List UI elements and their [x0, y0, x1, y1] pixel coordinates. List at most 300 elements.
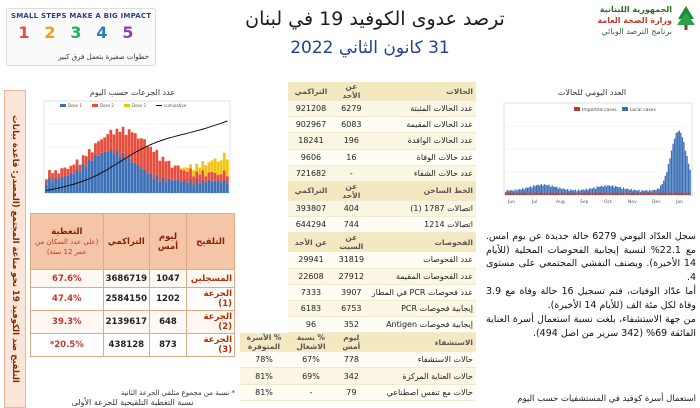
doses-bar [149, 172, 152, 193]
imported-bar [663, 193, 664, 195]
imported-bar [579, 193, 580, 195]
imported-bar [671, 193, 672, 195]
doses-bar [131, 163, 134, 193]
doses-bar [204, 182, 207, 193]
doses-bar [198, 184, 201, 193]
row-label: عدد الفحوصات [369, 252, 476, 268]
doses-bar [220, 182, 223, 193]
row-value: 81% [240, 368, 288, 384]
row-value: 404 [334, 200, 369, 216]
doses-bar [73, 165, 76, 174]
row-value: 16 [334, 149, 369, 165]
section-header-row [240, 233, 476, 252]
doses-bar [60, 168, 63, 177]
row-label: عدد حالات الوفاة [369, 149, 476, 165]
doses-bar [88, 159, 91, 193]
imported-bar [634, 193, 635, 195]
row-label: عدد الحالات الوافدة [369, 133, 476, 149]
imported-bar [581, 194, 582, 195]
doses-bar [211, 172, 214, 181]
cedar-icon [676, 5, 696, 31]
doses-bar [223, 170, 226, 179]
imported-bar [655, 193, 656, 195]
cases-bar [538, 185, 539, 195]
imported-bar [519, 193, 520, 195]
daily-cases-chart-svg [488, 97, 696, 215]
imported-bar [534, 193, 535, 195]
imported-bar [652, 193, 653, 195]
row-coverage: 67.6% [31, 270, 104, 288]
imported-bar [674, 193, 675, 195]
header-coverage-note: (على عدد السكان من عمر 12 سنة) [35, 237, 99, 256]
doses-bar [198, 168, 201, 175]
doses-bar [137, 166, 140, 193]
imported-bar [689, 194, 690, 195]
imported-bar [575, 193, 576, 195]
section-title: الفحوصات [369, 233, 476, 252]
doses-bar [82, 155, 85, 164]
section-title: الاستشفاء [369, 333, 476, 352]
imported-bar [547, 193, 548, 195]
doses-bar [109, 150, 112, 193]
row-coverage: 20.5%* [31, 334, 104, 357]
doses-bar [162, 177, 165, 193]
vertical-title-text: التلقيح ضد الكوفيد 19 نحو مناعة المجتمع (المصدر: قاعدة بيانات [10, 115, 20, 383]
doses-bar [223, 153, 226, 171]
x-tick-label: Jul [532, 200, 538, 205]
doses-bar [152, 152, 155, 178]
cases-bar [669, 158, 670, 195]
doses-bar [143, 139, 146, 169]
imported-bar [632, 193, 633, 195]
doses-bar [146, 146, 149, 173]
imported-bar [592, 194, 593, 195]
cases-bar [662, 184, 663, 195]
cases-bar [686, 156, 687, 195]
imported-bar [646, 194, 647, 195]
doses-bar [152, 178, 155, 193]
row-value: 29941 [288, 252, 334, 268]
x-tick-label: Nov [628, 200, 637, 205]
doses-bar [214, 173, 217, 181]
doses-bar [51, 173, 54, 182]
cases-table [240, 82, 476, 401]
doses-bar [128, 129, 131, 157]
imported-bar [541, 193, 542, 195]
cases-bar [680, 133, 681, 195]
cases-bar [607, 185, 608, 195]
vertical-section-title [4, 90, 26, 408]
doses-bar [106, 134, 109, 152]
imported-bar [556, 193, 557, 195]
cases-bar [666, 172, 667, 195]
imported-bar [618, 194, 619, 195]
imported-bar [528, 193, 529, 195]
doses-bar [180, 170, 183, 182]
cases-bar [683, 142, 684, 195]
doses-bar [208, 172, 211, 180]
table-row [240, 117, 476, 133]
imported-bar [590, 193, 591, 195]
section-column-header: عن الأحد [288, 233, 334, 252]
imported-bar [508, 193, 509, 195]
imported-bar [584, 193, 585, 195]
doses-bar [211, 181, 214, 193]
doses-bar [85, 156, 88, 167]
doses-chart [30, 88, 235, 212]
row-cumulative: 438128 [103, 334, 149, 357]
imported-bar [685, 193, 686, 195]
section-title: الخط الساخن [369, 181, 476, 200]
legend-dose2: Dose 2 [100, 103, 114, 108]
imported-bar [631, 193, 632, 195]
doses-bar [189, 179, 192, 193]
doses-bar [155, 175, 158, 193]
logo-line-3: برنامج الترصد الوبائي [601, 27, 672, 36]
row-value: 342 [334, 368, 369, 384]
imported-bar [562, 193, 563, 195]
row-label: عدد الفحوصات المقيمة [369, 268, 476, 284]
doses-bar [208, 180, 211, 193]
doses-bar [57, 180, 60, 193]
row-value: 721682 [288, 165, 334, 181]
header-coverage-label: التغطية [51, 226, 83, 237]
doses-bar [183, 171, 186, 180]
cases-bar [663, 181, 664, 195]
cases-bar [674, 139, 675, 195]
doses-bar [168, 178, 171, 193]
doses-bar [88, 149, 91, 159]
doses-bar [103, 137, 106, 151]
imported-bar [527, 194, 528, 195]
doses-bar [155, 150, 158, 175]
doses-bar [125, 159, 128, 193]
coverage-map-title: نسبة التغطية التلقيحية للجرعة الأولى [71, 398, 194, 407]
imported-bar [598, 193, 599, 195]
imported-bar [538, 194, 539, 195]
imported-bar [589, 193, 590, 195]
imported-bar [657, 194, 658, 195]
doses-bar [177, 180, 180, 193]
imported-bar [624, 194, 625, 195]
cases-bar [676, 133, 677, 195]
imported-bar [507, 193, 508, 195]
row-coverage: 39.3% [31, 311, 104, 334]
doses-bar [204, 176, 207, 182]
vaccination-header-row [31, 214, 235, 270]
doses-bar [192, 176, 195, 184]
imported-bar [643, 193, 644, 195]
doses-bar [201, 170, 204, 179]
imported-bar [680, 193, 681, 195]
table-row [240, 149, 476, 165]
imported-bar [679, 194, 680, 195]
doses-bar [214, 158, 217, 172]
doses-bar [48, 178, 51, 193]
imported-bar [516, 194, 517, 195]
doses-bar [66, 169, 69, 176]
row-label: حالات العناية المركزة [369, 368, 476, 384]
imported-bar [531, 193, 532, 195]
imported-bar [583, 193, 584, 195]
imported-bar [666, 193, 667, 195]
imported-bar [578, 193, 579, 195]
section-column-header: عن الأحد [334, 82, 369, 101]
doses-bar [131, 132, 134, 162]
imported-bar [615, 193, 616, 195]
x-tick-label: Dec [652, 200, 661, 205]
imported-bar [610, 193, 611, 195]
row-coverage: 47.4% [31, 288, 104, 311]
row-label: عدد حالات الشفاء [369, 165, 476, 181]
doses-bar [165, 181, 168, 193]
imported-bar [539, 193, 540, 195]
logo-line-2: وزارة الصحة العامة [597, 16, 672, 25]
imported-bar [595, 193, 596, 195]
row-label: الجرعة (2) [186, 311, 234, 334]
imported-bar [665, 193, 666, 195]
table-row [240, 317, 476, 333]
doses-bar [189, 164, 192, 168]
cases-bar [671, 151, 672, 195]
imported-bar [555, 193, 556, 195]
imported-bar [623, 193, 624, 195]
doses-bar [165, 161, 168, 181]
doses-bar [158, 181, 161, 193]
table-row [31, 288, 235, 311]
row-value: 921208 [288, 101, 334, 117]
row-label: عدد فحوصات PCR في المطار [369, 284, 476, 300]
imported-bar [660, 193, 661, 195]
doses-bar [76, 169, 79, 193]
table-row [240, 268, 476, 284]
imported-bar [533, 193, 534, 195]
table-row [31, 270, 235, 288]
row-value: 79 [334, 384, 369, 400]
cases-bar [688, 164, 689, 195]
imported-bar [561, 193, 562, 195]
imported-bar [662, 194, 663, 195]
campaign-digit: 5 [122, 23, 134, 42]
imported-bar [600, 193, 601, 195]
row-value: 393807 [288, 200, 334, 216]
row-cumulative: 2139617 [103, 311, 149, 334]
section-column-header: عن الأحد [334, 181, 369, 200]
doses-bar [125, 135, 128, 160]
table-row [240, 252, 476, 268]
section-header-row [240, 82, 476, 101]
imported-bar [576, 193, 577, 195]
table-row [240, 352, 476, 368]
imported-bar [550, 193, 551, 195]
cases-bar [668, 164, 669, 195]
doses-bar [168, 161, 171, 178]
doses-bar [208, 162, 211, 172]
campaign-slogan: SMALL STEPS MAKE A BIG IMPACT [11, 12, 152, 20]
row-yesterday: 873 [149, 334, 186, 357]
imported-bar [552, 193, 553, 195]
doses-bar [140, 168, 143, 193]
legend-dose3: Dose 3 [132, 103, 146, 108]
row-label: إيجابية فحوصات Antigen [369, 317, 476, 333]
imported-bar [510, 193, 511, 195]
doses-bar [116, 129, 119, 150]
doses-bar [186, 183, 189, 193]
row-value: 78% [240, 352, 288, 368]
doses-bar [70, 166, 73, 173]
doses-bar [186, 172, 189, 183]
imported-bar [640, 194, 641, 195]
cases-bar [679, 130, 680, 195]
row-value: 69% [288, 368, 334, 384]
row-value: 744 [334, 217, 369, 233]
imported-bar [645, 193, 646, 195]
header-cumulative: التراكمي [103, 214, 149, 270]
doses-bar [223, 179, 226, 193]
imported-bar [514, 193, 515, 195]
row-label: عدد الحالات المقيمة [369, 117, 476, 133]
imported-bar [648, 193, 649, 195]
cases-bar [689, 170, 690, 195]
row-value: 6753 [334, 300, 369, 316]
doses-bar [220, 160, 223, 174]
doses-bar [149, 147, 152, 173]
imported-bar [612, 193, 613, 195]
doses-bar [134, 133, 137, 162]
doses-bar [171, 168, 174, 181]
summary-text [486, 230, 696, 341]
doses-bar [174, 166, 177, 180]
row-label: إيجابية فحوصات PCR [369, 300, 476, 316]
header-yesterday: ليوم أمس [149, 214, 186, 270]
table-row [240, 368, 476, 384]
row-value: 27912 [334, 268, 369, 284]
doses-bar [79, 165, 82, 172]
doses-bar [66, 176, 69, 193]
section-column-header: ليوم أمس [334, 333, 369, 352]
doses-bar [60, 177, 63, 193]
doses-bar [214, 181, 217, 193]
row-value: 3907 [334, 284, 369, 300]
campaign-digit: 1 [18, 23, 30, 42]
table-row [31, 334, 235, 357]
table-row [31, 311, 235, 334]
doses-bar [45, 179, 48, 184]
row-value: 67% [288, 352, 334, 368]
row-label: المسجلين [186, 270, 234, 288]
table-row [240, 284, 476, 300]
logo-line-1: الجمهورية اللبنانية [599, 5, 672, 14]
row-value: 778 [334, 352, 369, 368]
row-label: حالات مع تنفس اصطناعي [369, 384, 476, 400]
header-type: التلقيح [186, 214, 234, 270]
table-row [240, 165, 476, 181]
doses-bar [54, 178, 57, 193]
doses-bar [116, 150, 119, 193]
imported-bar [649, 193, 650, 195]
row-value: 96 [288, 317, 334, 333]
imported-bar [669, 193, 670, 195]
doses-bar [158, 161, 161, 182]
imported-bar [544, 193, 545, 195]
imported-bar [672, 194, 673, 195]
legend-imported: Imported cases [582, 108, 617, 113]
imported-bar [682, 193, 683, 195]
doses-bar [180, 168, 183, 170]
imported-bar [559, 194, 560, 195]
imported-bar [569, 193, 570, 195]
doses-bar [100, 139, 103, 153]
cases-bar [677, 132, 678, 195]
row-value: 18241 [288, 133, 334, 149]
doses-bar [204, 165, 207, 176]
imported-bar [601, 193, 602, 195]
imported-bar [627, 193, 628, 195]
doses-bar [183, 179, 186, 193]
cases-bar [548, 185, 549, 195]
x-tick-label: Aug [556, 200, 565, 205]
imported-bar [621, 193, 622, 195]
row-yesterday: 1047 [149, 270, 186, 288]
imported-bar [522, 193, 523, 195]
doses-bar [183, 167, 186, 170]
cases-bar [665, 176, 666, 195]
cases-bar [685, 151, 686, 195]
hospital-chart-title: استعمال أسرة كوفيد في المستشفيات حسب اليوم [517, 394, 696, 404]
doses-bar [174, 180, 177, 193]
doses-bar [63, 176, 66, 193]
doses-bar [217, 180, 220, 193]
doses-bar [51, 182, 54, 193]
page-title: ترصد عدوى الكوفيد 19 في لبنان [245, 8, 505, 30]
doses-bar [57, 174, 60, 180]
doses-bar [162, 157, 165, 177]
row-value: 7333 [288, 284, 334, 300]
imported-bar [573, 193, 574, 195]
section-column-header: % الأسرة المتوفرة [240, 333, 288, 352]
doses-bar [195, 179, 198, 193]
doses-chart-svg [30, 97, 235, 209]
campaign-banner [6, 8, 156, 66]
ministry-logo [590, 3, 698, 51]
row-cumulative: 3686719 [103, 270, 149, 288]
summary-cases: سجل العدّاد اليومي 6279 حالة جديدة عن يوم امس. مع 22.1% لنسبة إيجابية الفحوصات المحلية (للأيام 14 الأخيرة). ويصنف التفشي المجتمعي على مستوى 4. [486, 231, 697, 283]
imported-bar [638, 193, 639, 195]
doses-bar [171, 181, 174, 193]
table-row [240, 101, 476, 117]
row-label: حالات الاستشفاء [369, 352, 476, 368]
imported-bar [521, 193, 522, 195]
doses-bar [220, 174, 223, 182]
row-value: 81% [240, 384, 288, 400]
page-date: 31 كانون الثاني 2022 [290, 38, 450, 58]
doses-bar [94, 143, 97, 155]
doses-bar [128, 157, 131, 193]
imported-bar [677, 193, 678, 195]
cases-bar [682, 137, 683, 195]
imported-bar [606, 193, 607, 195]
section-header-row [240, 333, 476, 352]
campaign-digit: 4 [96, 23, 108, 42]
doses-bar [192, 184, 195, 193]
row-value: 22608 [288, 268, 334, 284]
summary-deaths: أما عدّاد الوفيات، فتم تسجيل 16 حالة وفاة مع 3.9 وفاة لكل مئة الف (للأيام 14 الأخيرة). [486, 286, 696, 311]
row-value: 9606 [288, 149, 334, 165]
imported-bar [536, 193, 537, 195]
section-title: الحالات [369, 82, 476, 101]
header-coverage [31, 214, 104, 270]
row-label: عدد الحالات المثبتة [369, 101, 476, 117]
